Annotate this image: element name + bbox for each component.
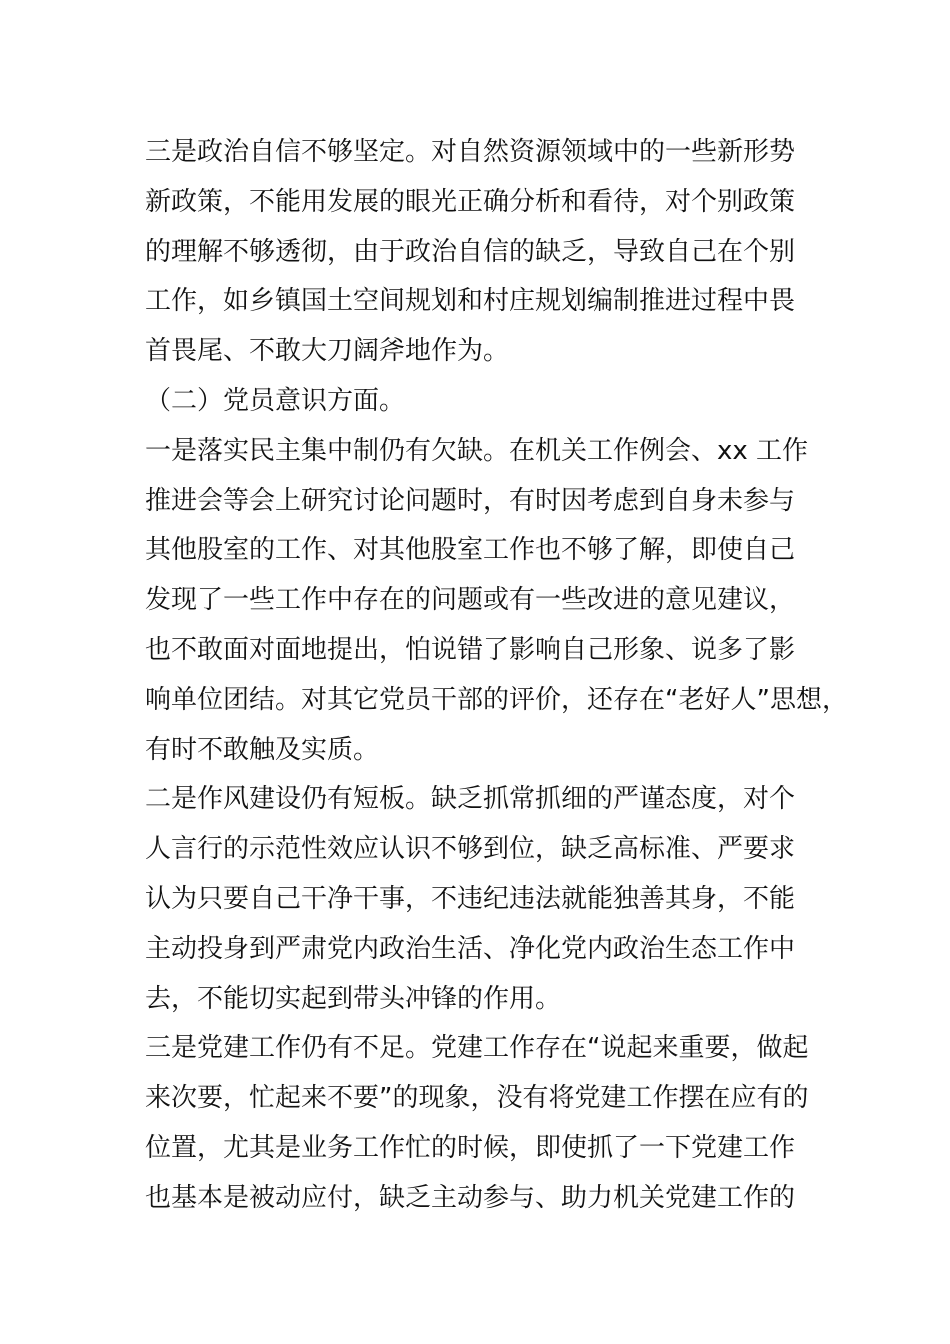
text-line: 响单位团结。对其它党员干部的评价，还存在“老好人”思想， <box>145 684 848 715</box>
text-line: 有时不敢触及实质。 <box>145 734 380 765</box>
text-line: 三是党建工作仍有不足。党建工作存在“说起来重要，做起 <box>145 1033 809 1064</box>
text-line: 发现了一些工作中存在的问题或有一些改进的意见建议， <box>145 585 796 616</box>
text-line: 人言行的示范性效应认识不够到位，缺乏高标准、严要求 <box>145 834 796 865</box>
text-line: 首畏尾、不敢大刀阔斧地作为。 <box>145 336 510 367</box>
text-line: 一是落实民主集中制仍有欠缺。在机关工作例会、xx 工作 <box>145 435 809 466</box>
text-line: 主动投身到严肃党内政治生活、净化党内政治生态工作中 <box>145 933 796 964</box>
text-line: 推进会等会上研究讨论问题时，有时因考虑到自身未参与 <box>145 485 796 516</box>
text-line: 认为只要自己干净干事，不违纪违法就能独善其身，不能 <box>145 883 796 914</box>
text-line: 新政策，不能用发展的眼光正确分析和看待，对个别政策 <box>145 186 796 217</box>
text-line: 其他股室的工作、对其他股室工作也不够了解，即使自己 <box>145 535 796 566</box>
text-line: 三是政治自信不够坚定。对自然资源领域中的一些新形势 <box>145 137 796 167</box>
text-line: 二是作风建设仍有短板。缺乏抓常抓细的严谨态度，对个 <box>145 784 796 815</box>
text-line: 也不敢面对面地提出，怕说错了影响自己形象、说多了影 <box>145 634 796 665</box>
text-line: 工作，如乡镇国土空间规划和村庄规划编制推进过程中畏 <box>145 286 796 317</box>
text-line: 去，不能切实起到带头冲锋的作用。 <box>145 983 562 1014</box>
text-line: 来次要，忙起来不要”的现象，没有将党建工作摆在应有的 <box>145 1083 809 1114</box>
section-heading: （二）党员意识方面。 <box>145 385 406 416</box>
text-line: 也基本是被动应付，缺乏主动参与、助力机关党建工作的 <box>145 1182 796 1213</box>
text-line: 的理解不够透彻，由于政治自信的缺乏，导致自己在个别 <box>145 236 796 267</box>
text-line: 位置，尤其是业务工作忙的时候，即使抓了一下党建工作 <box>145 1132 796 1163</box>
document-body <box>145 128 848 1224</box>
